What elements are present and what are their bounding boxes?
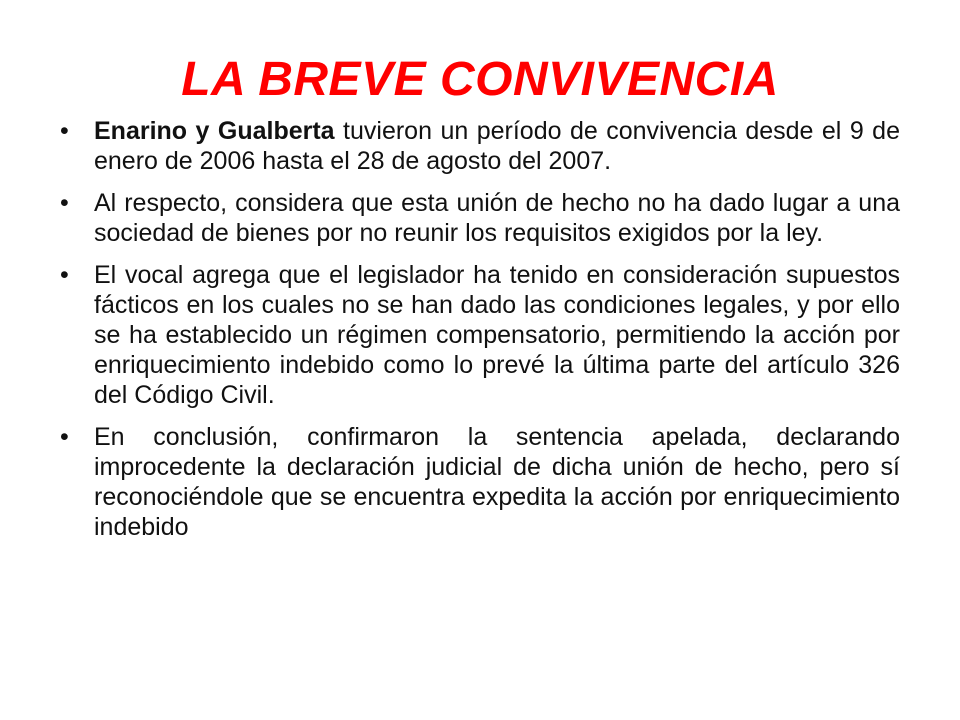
bullet-bold-lead: Enarino y Gualberta bbox=[94, 117, 335, 145]
slide-title: LA BREVE CONVIVENCIA bbox=[181, 53, 779, 106]
bullet-text: En conclusión, confirmaron la sentencia apelada, declarando improcedente la declaración judicial de dicha unión de hecho, pero sí reconociéndole que se encuentra expedita la acción por enriquecimiento indebido bbox=[94, 423, 900, 541]
bullet-dot-icon: • bbox=[60, 117, 69, 145]
bullet-list bbox=[60, 116, 900, 554]
bullet-item bbox=[60, 422, 900, 542]
bullet-item bbox=[60, 116, 900, 176]
bullet-dot-icon: • bbox=[60, 261, 69, 289]
bullet-item bbox=[60, 260, 900, 410]
bullet-text: tuvieron un período de convivencia desde el 9 de enero de 2006 hasta el 28 de agosto del 2007. bbox=[94, 117, 900, 175]
bullet-text: El vocal agrega que el legislador ha tenido en consideración supuestos fácticos en los cuales no se han dado las condiciones legales, y por ello se ha establecido un régimen compensatorio, permitiendo la acción por enriquecimiento indebido como lo prevé la última parte del artículo 326 del Código Civil. bbox=[94, 261, 900, 409]
bullet-item bbox=[60, 188, 900, 248]
bullet-dot-icon: • bbox=[60, 189, 69, 217]
bullet-dot-icon: • bbox=[60, 423, 69, 451]
bullet-text: Al respecto, considera que esta unión de hecho no ha dado lugar a una sociedad de bienes por no reunir los requisitos exigidos por la ley. bbox=[94, 189, 900, 247]
